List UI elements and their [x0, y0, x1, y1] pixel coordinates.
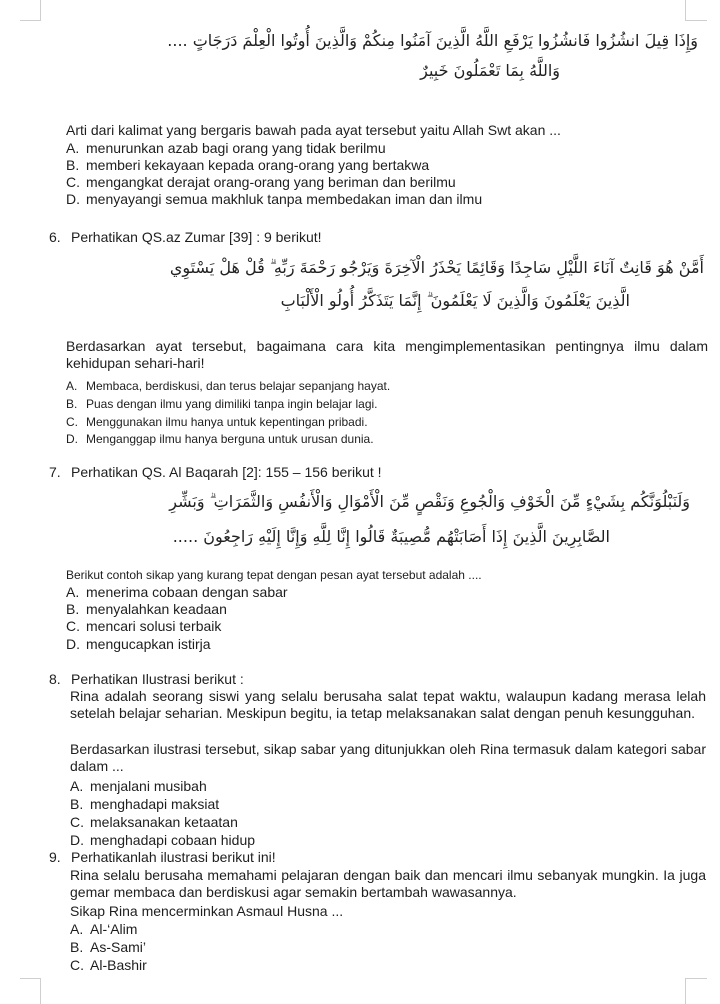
- arabic-verse-line: وَإِذَا قِيلَ انشُزُوا فَانشُزُوا يَرْفَعِ اللَّهُ الَّذِينَ آمَنُوا مِنكُمْ وَالَّذِينَ أُوتُوا الْعِلْمَ دَرَجَاتٍ ....: [167, 31, 698, 50]
- answer-option[interactable]: [66, 584, 288, 600]
- answer-option[interactable]: [66, 191, 482, 207]
- answer-option[interactable]: [70, 814, 238, 830]
- question-number: 7.: [49, 464, 61, 480]
- crop-mark-top-left-h: [20, 20, 41, 21]
- option-letter: B.: [70, 939, 84, 955]
- option-letter: C.: [66, 174, 80, 190]
- question-stem: Berdasarkan ilustrasi tersebut, sikap sabar yang ditunjukkan oleh Rina termasuk dalam kategori sabar dalam ...: [70, 741, 706, 774]
- question-title: [49, 464, 382, 481]
- answer-option[interactable]: [66, 601, 227, 617]
- option-text: Al-Bashir: [90, 957, 147, 973]
- answer-option[interactable]: [70, 921, 137, 937]
- crop-mark-bottom-right: [685, 978, 686, 1004]
- option-letter: C.: [66, 618, 80, 634]
- question-title-text: Perhatikan QS.az Zumar [39] : 9 berikut!: [71, 229, 322, 245]
- question-number: 6.: [49, 229, 61, 245]
- option-letter: D.: [66, 191, 80, 207]
- option-letter: B.: [70, 796, 84, 812]
- question-number: 9.: [49, 849, 61, 865]
- option-text: memberi kekayaan kepada orang-orang yang bertakwa: [86, 157, 430, 173]
- answer-option[interactable]: [66, 396, 378, 412]
- answer-option[interactable]: [66, 414, 368, 430]
- answer-option[interactable]: [70, 939, 146, 955]
- option-text: As-Sami’: [90, 939, 147, 955]
- option-text: Al-‘Alim: [90, 921, 138, 937]
- question-title-text: Perhatikanlah ilustrasi berikut ini!: [71, 849, 276, 865]
- question-stem: Berdasarkan ayat tersebut, bagaimana cara kita mengimplementasikan pentingnya ilmu dalam kehidupan sehari-hari!: [66, 338, 708, 371]
- option-text: menyayangi semua makhluk tanpa membedakan iman dan ilmu: [86, 191, 483, 207]
- option-letter: D.: [66, 432, 78, 446]
- illustration-text: Rina adalah seorang siswi yang selalu berusaha salat tepat waktu, walaupun kadang merasa lelah setelah belajar seharian. Meskipun begitu, ia tetap melaksanakan salat dengan penuh kesungguhan.: [70, 688, 706, 721]
- answer-option[interactable]: [66, 174, 456, 190]
- crop-mark-top-left: [40, 0, 41, 20]
- option-text: mengucapkan istirja: [86, 636, 211, 652]
- option-letter: D.: [70, 832, 84, 848]
- question-title: [49, 229, 322, 246]
- option-letter: D.: [66, 636, 80, 652]
- option-letter: A.: [66, 584, 80, 600]
- answer-option[interactable]: [66, 618, 221, 634]
- option-letter: A.: [70, 921, 84, 937]
- crop-mark-bottom-left-h: [20, 978, 41, 979]
- option-letter: A.: [66, 379, 78, 393]
- option-letter: A.: [66, 140, 80, 156]
- crop-mark-bottom-left: [40, 978, 41, 1004]
- arabic-verse-line: أَمَّنْ هُوَ قَانِتٌ آنَاءَ اللَّيْلِ سَاجِدًا وَقَائِمًا يَحْذَرُ الْآخِرَةَ وَيَرْجُو رَحْمَةَ رَبِّهِ ۗ قُلْ هَلْ يَسْتَوِي: [169, 258, 704, 277]
- answer-option[interactable]: [70, 832, 255, 848]
- arabic-verse-line: الصَّابِرِينَ الَّذِينَ إِذَا أَصَابَتْهُم مُّصِيبَةٌ قَالُوا إِنَّا لِلَّهِ وَإِنَّا إِلَيْهِ رَاجِعُونَ .....: [172, 527, 610, 546]
- answer-option[interactable]: [70, 957, 147, 973]
- option-text: menerima cobaan dengan sabar: [86, 584, 288, 600]
- crop-mark-top-right: [685, 0, 686, 20]
- arabic-verse-line: الَّذِينَ يَعْلَمُونَ وَالَّذِينَ لَا يَعْلَمُونَ ۗ إِنَّمَا يَتَذَكَّرُ أُولُو الْأَلْبَابِ: [280, 291, 630, 310]
- answer-option[interactable]: [70, 778, 207, 794]
- option-text: Menganggap ilmu hanya berguna untuk urusan dunia.: [86, 432, 374, 446]
- option-text: menyalahkan keadaan: [86, 601, 227, 617]
- option-text: Menggunakan ilmu hanya untuk kepentingan pribadi.: [86, 415, 368, 429]
- question-stem: Berikut contoh sikap yang kurang tepat dengan pesan ayat tersebut adalah ....: [66, 568, 482, 582]
- answer-option[interactable]: [66, 431, 374, 447]
- option-text: mencari solusi terbaik: [86, 618, 222, 634]
- answer-option[interactable]: [66, 157, 429, 173]
- crop-mark-top-right-h: [685, 20, 707, 21]
- option-letter: C.: [70, 957, 84, 973]
- question-stem: Sikap Rina mencerminkan Asmaul Husna ...: [70, 903, 344, 919]
- option-text: Puas dengan ilmu yang dimiliki tanpa ingin belajar lagi.: [86, 397, 378, 411]
- arabic-verse-line: وَاللَّهُ بِمَا تَعْمَلُونَ خَبِيرٌ: [420, 61, 560, 80]
- option-text: melaksanakan ketaatan: [90, 814, 238, 830]
- option-letter: B.: [66, 601, 80, 617]
- answer-option[interactable]: [66, 378, 390, 394]
- option-letter: B.: [66, 397, 78, 411]
- option-text: Membaca, berdiskusi, dan terus belajar sepanjang hayat.: [86, 379, 391, 393]
- option-text: menghadapi maksiat: [90, 796, 220, 812]
- answer-option[interactable]: [66, 636, 211, 652]
- option-text: menurunkan azab bagi orang yang tidak berilmu: [86, 140, 386, 156]
- option-text: menjalani musibah: [90, 778, 207, 794]
- arabic-verse-line: وَلَنَبْلُوَنَّكُم بِشَيْءٍ مِّنَ الْخَوْفِ وَالْجُوعِ وَنَقْصٍ مِّنَ الْأَمْوَالِ وَالْأَنفُسِ وَالثَّمَرَاتِ ۗ وَبَشِّرِ: [169, 492, 690, 511]
- answer-option[interactable]: [70, 796, 219, 812]
- question-title-text: Perhatikan Ilustrasi berikut :: [71, 671, 244, 687]
- question-title: [49, 849, 276, 866]
- option-text: menghadapi cobaan hidup: [90, 832, 256, 848]
- option-text: mengangkat derajat orang-orang yang beriman dan berilmu: [86, 174, 456, 190]
- option-letter: C.: [66, 415, 78, 429]
- option-letter: B.: [66, 157, 80, 173]
- question-title: [49, 671, 244, 688]
- question-stem: Arti dari kalimat yang bergaris bawah pada ayat tersebut yaitu Allah Swt akan ...: [66, 122, 561, 138]
- illustration-text: Rina selalu berusaha memahami pelajaran dengan baik dan mencari ilmu sebanyak mungkin. Ia juga gemar membaca dan berdiskusi agar semakin bertambah wawasannya.: [70, 867, 706, 900]
- option-letter: C.: [70, 814, 84, 830]
- option-letter: A.: [70, 778, 84, 794]
- question-title-text: Perhatikan QS. Al Baqarah [2]: 155 – 156 berikut !: [71, 464, 382, 480]
- question-number: 8.: [49, 671, 61, 687]
- answer-option[interactable]: [66, 140, 386, 156]
- crop-mark-bottom-right-h: [685, 978, 707, 979]
